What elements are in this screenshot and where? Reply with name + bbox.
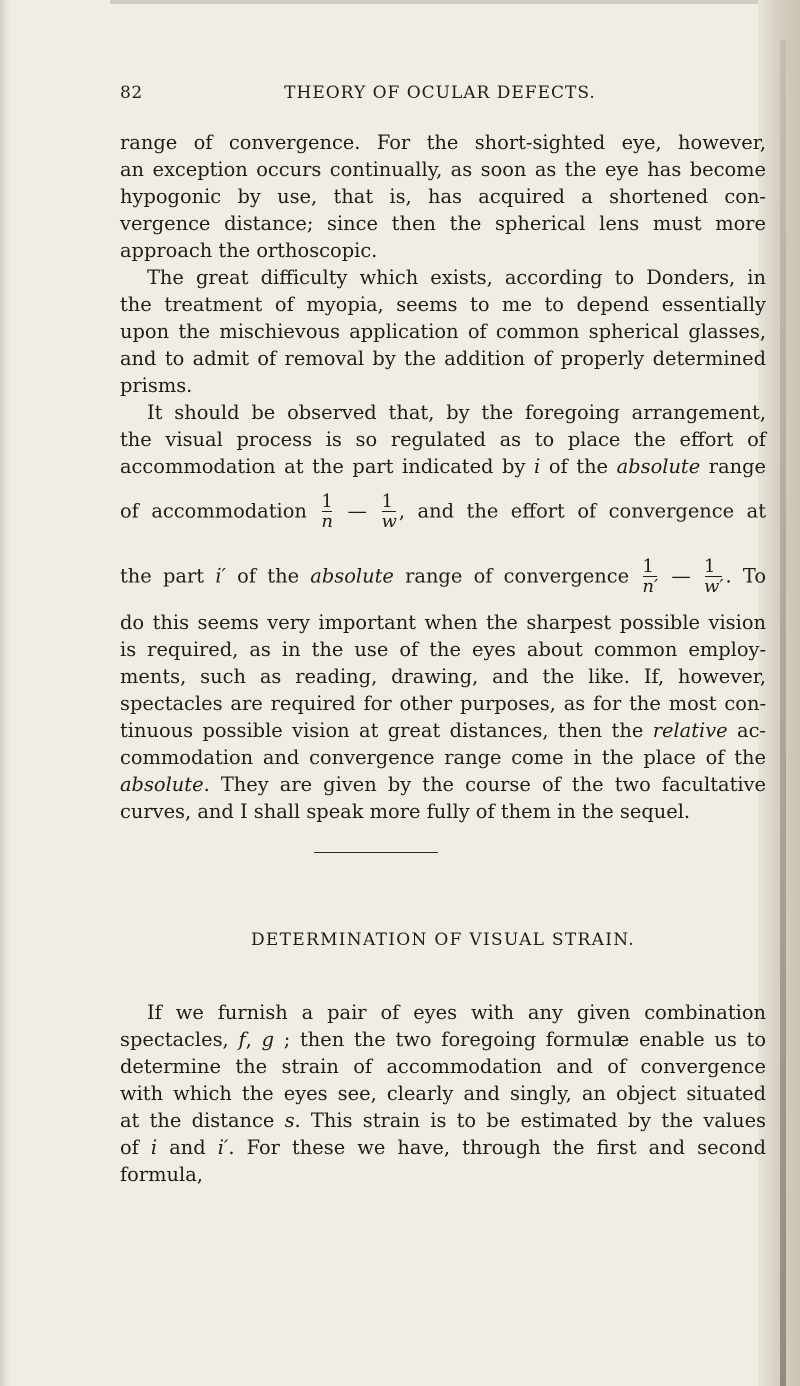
text: of: [120, 1136, 151, 1159]
emphasis: absolute: [616, 455, 701, 478]
p2-line-3: upon the mischievous application of common spherical glasses,: [120, 320, 766, 343]
p2-line-5: prisms.: [120, 374, 193, 397]
numerator: 1: [381, 491, 393, 512]
text: the part: [120, 564, 216, 588]
text: tinuous possible vision at great distances, then the: [120, 719, 653, 742]
fraction-1-over-w: [381, 492, 396, 531]
p2-line-1: The great difficulty which exists, according to Donders, in: [147, 266, 766, 289]
variable-f: f: [238, 1028, 246, 1051]
fraction-1-over-n: [321, 492, 333, 531]
section-heading: DETERMINATION OF VISUAL STRAIN.: [250, 930, 636, 950]
page-left-shadow: [0, 0, 10, 1386]
p3-line-9: spectacles are required for other purposes, as for the most con-: [120, 692, 766, 715]
text: spectacles,: [120, 1028, 239, 1051]
text: , and the effort of convergence at: [398, 499, 766, 523]
text: of the: [225, 564, 311, 588]
emphasis: absolute: [310, 564, 394, 588]
text: . This strain is to be estimated by the values: [294, 1109, 766, 1132]
denominator: w: [381, 511, 397, 532]
p3-line-6: do this seems very important when the sharpest possible vision: [120, 611, 766, 634]
denominator: w′: [703, 576, 724, 597]
variable-i: i: [534, 455, 541, 478]
binding-shadow: [780, 40, 786, 1386]
p3-line-2: the visual process is so regulated as to place the effort of: [120, 428, 766, 451]
p3-line-11: commodation and convergence range come in the place of the: [120, 746, 766, 769]
minus-sign: —: [660, 564, 702, 588]
text: ,: [245, 1028, 262, 1051]
numerator: 1: [321, 491, 333, 512]
text: of accommodation: [120, 499, 320, 523]
p4-line-5: [120, 1108, 766, 1134]
fraction-1-over-n-prime: [642, 557, 658, 596]
p4-line-7: formula,: [120, 1163, 203, 1186]
denominator: n′: [642, 576, 659, 597]
running-title: THEORY OF OCULAR DEFECTS.: [284, 83, 596, 103]
p3-line-7: is required, as in the use of the eyes about common employ-: [120, 638, 766, 661]
numerator: 1: [642, 556, 654, 577]
emphasis: absolute: [120, 773, 204, 796]
text: ac-: [727, 719, 766, 742]
p2-line-4: and to admit of removal by the addition of properly determined: [120, 347, 766, 370]
text: of the: [540, 455, 617, 478]
p1-line-3: hypogonic by use, that is, has acquired a shortened con-: [120, 185, 766, 208]
p4-line-2: [120, 1027, 766, 1053]
p3-line-13: curves, and I shall speak more fully of them in the sequel.: [120, 800, 691, 823]
minus-sign: —: [335, 499, 380, 523]
page-number: 82: [120, 83, 143, 103]
p1-line-2: an exception occurs continually, as soon as the eye has become: [120, 158, 766, 181]
text: range of convergence: [393, 564, 641, 588]
variable-i: i: [150, 1136, 158, 1159]
p4-line-6: [120, 1135, 766, 1161]
variable-s: s: [284, 1109, 295, 1132]
section-divider: [314, 852, 438, 853]
text: at the distance: [120, 1109, 285, 1132]
variable-i-prime: i′: [215, 564, 226, 588]
p3-line-3: [120, 454, 766, 480]
p3-line-8: ments, such as reading, drawing, and the like. If, however,: [120, 665, 766, 688]
text: accommodation at the part indicated by: [120, 455, 535, 478]
variable-g: g: [261, 1028, 274, 1051]
text: . For these we have, through the first and second: [228, 1136, 766, 1159]
text: range: [700, 455, 767, 478]
p4-line-4: with which the eyes see, clearly and singly, an object situated: [120, 1082, 766, 1105]
p1-line-4: vergence distance; since then the spherical lens must more: [120, 212, 766, 235]
fraction-1-over-w-prime: [704, 557, 724, 596]
p4-line-3: determine the strain of accommodation and of convergence: [120, 1055, 766, 1078]
denominator: n: [321, 511, 334, 532]
emphasis: relative: [652, 719, 728, 742]
text: . They are given by the course of the two facultative: [203, 773, 766, 796]
top-edge: [110, 0, 800, 4]
p3-line-12: [120, 772, 766, 798]
numerator: 1: [703, 556, 716, 577]
p3-line-1: It should be observed that, by the foregoing arrangement,: [147, 401, 766, 424]
p1-line-1: range of convergence. For the short-sighted eye, however,: [120, 131, 766, 154]
variable-i-prime: i′: [217, 1136, 229, 1159]
text: . To: [725, 564, 766, 588]
text: and: [157, 1136, 218, 1159]
p3-line-10: [120, 718, 766, 744]
text: ; then the two foregoing formulæ enable us to: [273, 1028, 766, 1051]
p4-line-1: If we furnish a pair of eyes with any given combination: [147, 1001, 766, 1024]
p1-line-5: approach the orthoscopic.: [120, 239, 378, 262]
running-header: [120, 83, 760, 107]
p3-line-4-formula: [120, 493, 766, 532]
p3-line-5-formula: [120, 558, 766, 597]
p2-line-2: the treatment of myopia, seems to me to depend essentially: [120, 293, 766, 316]
